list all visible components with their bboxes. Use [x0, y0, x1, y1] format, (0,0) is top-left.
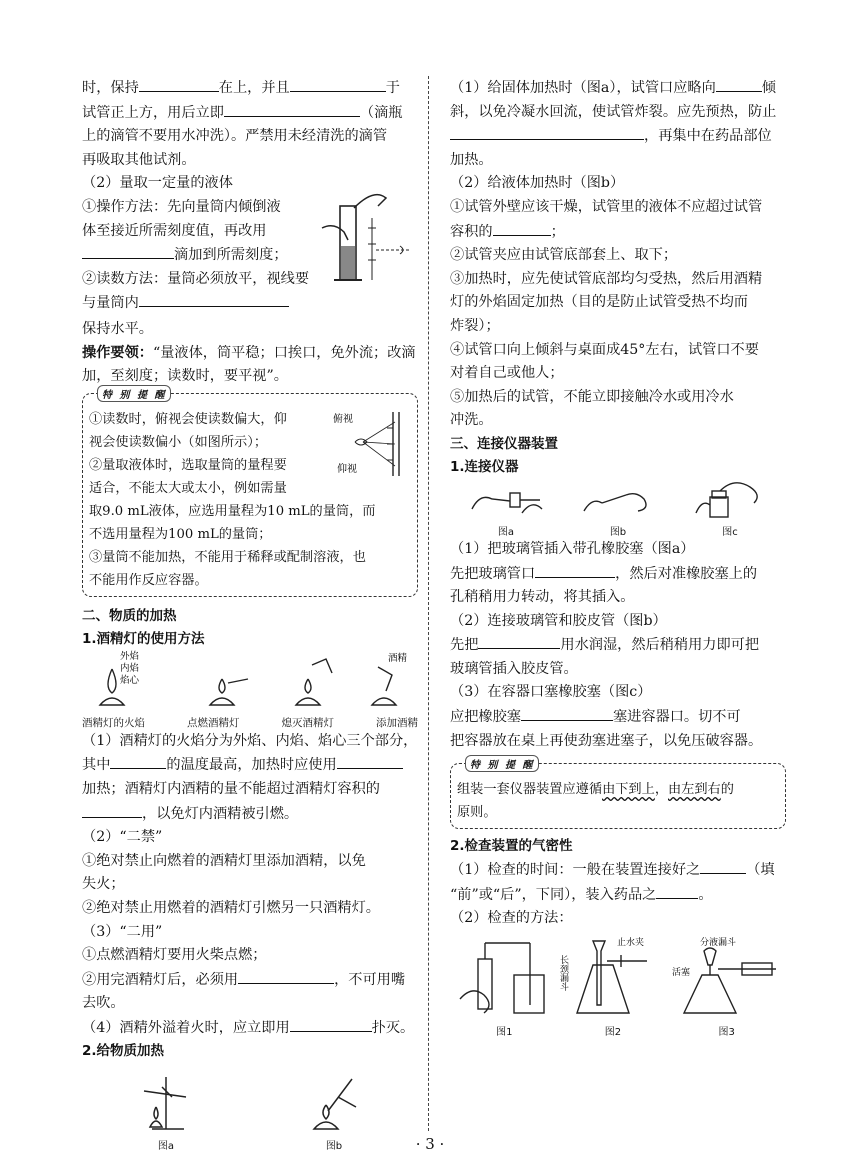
- left-column: [82, 76, 418, 1152]
- outer-flame-label: 外焰: [120, 650, 140, 662]
- stopper-container-illustration: [690, 479, 770, 519]
- answer-blank[interactable]: [139, 291, 289, 307]
- text-line: 炸裂）；: [450, 317, 500, 334]
- subsection-heading: 2.检查装置的气密性: [450, 838, 573, 855]
- tip-line: 组装一套仪器装置应遵循由下到上，由左到右的: [457, 782, 734, 798]
- text-line: （2）检查的方法：: [450, 910, 573, 927]
- lamp-caption: 酒精灯的火焰: [82, 716, 145, 729]
- answer-blank[interactable]: [82, 802, 142, 818]
- text-line: ②读数方法：量筒必须放平，视线要: [82, 270, 310, 287]
- figure-caption: 图2: [604, 1027, 622, 1039]
- text-line: ③加热时，应先使试管底部均匀受热，然后用酒精: [450, 270, 763, 287]
- clamp-label: 止水夹: [616, 938, 644, 949]
- answer-blank[interactable]: [337, 753, 403, 769]
- answer-blank[interactable]: [139, 76, 219, 92]
- long-neck-funnel-label: 长颈漏斗: [557, 955, 568, 992]
- text-line: ②试管夹应由试管底部套上、取下；: [450, 247, 678, 264]
- connect-figure-b: [578, 479, 658, 538]
- tip-line: ①读数时，俯视会使读数偏大，仰: [89, 411, 287, 427]
- tips-tag: 特 别 提 醒: [465, 755, 539, 772]
- answer-blank[interactable]: [656, 883, 698, 899]
- text-line: 灯的外焰固定加热（目的是防止试管受热不均而: [450, 294, 748, 311]
- figure-caption: 图b: [325, 1141, 343, 1153]
- tip-line: 适合，不能太大或太小，例如需量: [89, 480, 287, 496]
- airtight-figure-1: [454, 935, 554, 1038]
- text-line: （1）酒精灯的火焰分为外焰、内焰、焰心三个部分，: [82, 732, 418, 749]
- subsection-heading: 1.酒精灯的使用方法: [82, 630, 205, 647]
- text-line: 冲洗。: [450, 412, 493, 429]
- text-line: 上的滴管不要用水冲洗）。严禁用未经清洗的滴管: [82, 128, 388, 145]
- emphasis: 由下到上: [602, 782, 655, 798]
- text-line: 其中 的温度最高，加热时应使用: [82, 753, 418, 778]
- key-points: 操作要领：“量液体，筒平稳；口挨口，免外流；改滴加，至刻度；读数时，要平视”。: [82, 344, 416, 385]
- answer-blank[interactable]: [535, 562, 615, 578]
- text-line: 玻璃管插入胶皮管。: [450, 660, 578, 677]
- text-line: ②绝对禁止用燃着的酒精灯引燃另一只酒精灯。: [82, 899, 380, 916]
- text-line: 保持水平。: [82, 320, 153, 337]
- solid-heating-illustration: [136, 1071, 196, 1133]
- tips-box: [82, 389, 418, 597]
- alcohol-lamp-illustrations: [82, 651, 418, 719]
- text-line: 应把橡胶塞 塞进容器口。切不可: [450, 705, 786, 730]
- column-divider: [428, 76, 429, 1131]
- flame-core-label: 焰心: [120, 674, 140, 686]
- tip-line: 不能用作反应容器。: [89, 572, 208, 588]
- connect-figure-a: [466, 479, 546, 538]
- text-line: ②用完酒精灯后，必须用 ，不可用嘴: [82, 968, 418, 993]
- text-line: （2）给液体加热时（图b）: [450, 175, 625, 192]
- text-line: ①试管外壁应该干燥，试管里的液体不应超过试管: [450, 198, 763, 215]
- view-up-label: 仰视: [337, 463, 357, 475]
- measure-block: [82, 196, 418, 314]
- figure-caption: 图3: [718, 1027, 735, 1039]
- text-line: （3）在容器口塞橡胶塞（图c）: [450, 684, 652, 701]
- connect-figure-c: [690, 479, 770, 538]
- answer-blank[interactable]: [238, 968, 334, 984]
- piston-label: 活塞: [671, 968, 690, 979]
- airtight-figure-3: [672, 935, 782, 1038]
- text-line: “前”或“后”，下同），装入药品之 。: [450, 883, 786, 908]
- tip-line: 取9.0 mL液体，应选用量程为10 mL的量筒，而: [89, 503, 376, 519]
- separatory-funnel-illustration: [672, 935, 782, 1019]
- reading-view-illustration: [333, 408, 413, 478]
- text-line: 斜，以免冷凝水回流，使试管炸裂。应先预热，防止: [450, 103, 777, 120]
- text-line: ①绝对禁止向燃着的酒精灯里添加酒精，以免: [82, 852, 366, 869]
- answer-blank[interactable]: [521, 705, 613, 721]
- lamp-caption: 添加酒精: [376, 716, 418, 729]
- figure-caption: 图c: [722, 526, 738, 538]
- text-line: 加热。: [450, 151, 493, 168]
- text-line: 去吹。: [82, 995, 125, 1012]
- text-line: 试管正上方，用后立即 （滴瓶: [82, 101, 418, 126]
- text-line: 先把 用水润湿，然后稍稍用力即可把: [450, 633, 786, 658]
- text-line: 滴加到所需刻度；: [82, 243, 310, 268]
- airtight-figure-2: [557, 935, 663, 1039]
- text-line: （1）给固体加热时（图a），试管口应略向 倾: [450, 76, 786, 101]
- page-number: · 3 ·: [415, 1135, 445, 1153]
- subsection-title: （2）量取一定量的液体: [82, 175, 233, 192]
- figure-caption: 图a: [497, 526, 515, 538]
- text-line: （1）把玻璃管插入带孔橡胶塞（图a）: [450, 540, 695, 557]
- text-line: ⑤加热后的试管，不能立即接触冷水或用冷水: [450, 388, 734, 405]
- tip-line: 视会使读数偏小（如图所示）；: [89, 434, 268, 450]
- right-column: [450, 76, 786, 1038]
- text-line: 对着自己或他人；: [450, 365, 564, 382]
- subsection-heading: 1.连接仪器: [450, 458, 519, 475]
- connect-hose-illustration: [578, 479, 658, 519]
- text-line: （1）检查的时间：一般在装置连接好之 （填: [450, 858, 786, 883]
- answer-blank[interactable]: [716, 76, 762, 92]
- section-heading: 三、连接仪器装置: [450, 435, 558, 452]
- text-line: ，以免灯内酒精被引燃。: [82, 802, 418, 827]
- lamp-caption: 点燃酒精灯: [187, 716, 240, 729]
- answer-blank[interactable]: [224, 101, 360, 117]
- answer-blank[interactable]: [700, 858, 746, 874]
- answer-blank[interactable]: [450, 124, 644, 140]
- text-line: ①点燃酒精灯要用火柴点燃；: [82, 947, 267, 964]
- tip-line: 原则。: [457, 805, 497, 821]
- view-down-label: 俯视: [333, 413, 353, 425]
- insert-tube-illustration: [466, 479, 546, 519]
- inner-flame-label: 内焰: [120, 662, 140, 674]
- text-line: ④试管口向上倾斜与桌面成45°左右，试管口不要: [450, 341, 759, 358]
- text-line: 加热；酒精灯内酒精的量不能超过酒精灯容积的: [82, 780, 380, 797]
- section-heading: 二、物质的加热: [82, 607, 177, 624]
- airtight-figures: [450, 935, 786, 1038]
- text-line: 体至接近所需刻度值，再改用: [82, 222, 267, 239]
- emphasis: 由左到右: [668, 782, 721, 798]
- text-line: （2）连接玻璃管和胶皮管（图b）: [450, 612, 667, 629]
- answer-blank[interactable]: [290, 1016, 372, 1032]
- figure-caption: 图b: [609, 526, 627, 538]
- answer-blank[interactable]: [82, 243, 174, 259]
- text-line: 孔稍稍用力转动，将其插入。: [450, 589, 635, 606]
- connection-figures: [450, 479, 786, 538]
- answer-blank[interactable]: [493, 220, 551, 236]
- tip-line: ③量筒不能加热，不能用于稀释或配制溶液，也: [89, 549, 366, 565]
- graduated-cylinder-illustration: [314, 188, 414, 288]
- answer-blank[interactable]: [478, 633, 560, 649]
- figure-caption: 图1: [496, 1027, 513, 1039]
- alcohol-label: 酒精: [388, 652, 408, 664]
- separatory-funnel-label: 分液漏斗: [699, 938, 736, 949]
- text-line: 与量筒内: [82, 291, 418, 316]
- text-line: 把容器放在桌上再使劲塞进塞子，以免压破容器。: [450, 732, 763, 749]
- text-line: ，再集中在药品部位: [450, 124, 786, 149]
- tips-tag: 特 别 提 醒: [97, 385, 171, 402]
- tip-line: ②量取液体时，选取量筒的量程要: [89, 457, 287, 473]
- text-line: （4）酒精外溢着火时，应立即用 扑灭。: [82, 1016, 418, 1041]
- tip-line: 不选用量程为100 mL的量筒；: [89, 526, 272, 542]
- liquid-heating-illustration: [304, 1071, 364, 1133]
- text-line: （3）“二用”: [82, 923, 163, 940]
- figure-caption: 图a: [157, 1141, 175, 1153]
- text-line: 时，保持 在上，并且 于: [82, 76, 418, 101]
- answer-blank[interactable]: [110, 753, 166, 769]
- text-line: 失火；: [82, 876, 125, 893]
- answer-blank[interactable]: [290, 76, 386, 92]
- text-line: 先把玻璃管口 ，然后对准橡胶塞上的: [450, 562, 786, 587]
- long-neck-funnel-illustration: [557, 935, 663, 1019]
- text-line: （2）“二禁”: [82, 829, 163, 846]
- text-line: ①操作方法：先向量筒内倾倒液: [82, 198, 281, 215]
- lamp-caption: 熄灭酒精灯: [281, 716, 334, 729]
- text-line: 容积的 ；: [450, 220, 786, 245]
- text-line: 再吸取其他试剂。: [82, 151, 196, 168]
- tips-box: [450, 760, 786, 829]
- hand-warm-illustration: [454, 935, 554, 1019]
- subsection-heading: 2.给物质加热: [82, 1043, 165, 1060]
